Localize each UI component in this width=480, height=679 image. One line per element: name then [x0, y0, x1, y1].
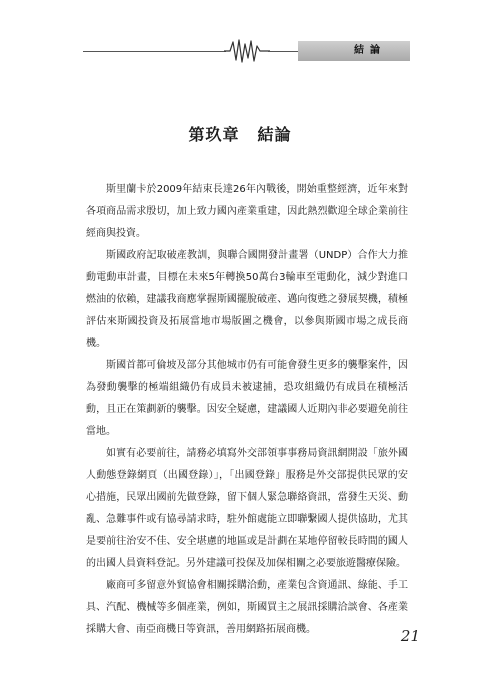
- page-number: 21: [400, 627, 420, 645]
- running-header: [0, 0, 480, 70]
- section-tab: 結論: [298, 41, 410, 61]
- paragraph: 廠商可多留意外貿協會相關採購洽動，產業包含資通訊、綠能、手工具、汽配、機械等多個產業，例如，斯國買主之展訊採購洽談會、各產業採購大會、南亞商機日等資訊，善用網路拓展商機。: [86, 580, 408, 635]
- heartbeat-wave-icon: [224, 38, 270, 64]
- chapter-number: 第玖章: [188, 125, 240, 144]
- chapter-title: [0, 122, 480, 145]
- paragraph: 如實有必要前往，請務必填寫外交部領事事務局資訊網開設「旅外國人動態登錄網頁（出國登錄）」，「出國登錄」服務是外交部提供民眾的安心措施，民眾出國前先做登錄，留下個人緊急聯絡資訊，當發生天災、動亂、急難事件或有協尋請求時，駐外館處能立即聯繫國人提供協助，尤其是要前往治安不佳、安全堪慮的地區或是計劃在某地停留較長時間的國人的出國人員資料登記。另外建議可投保及加保相關之必要旅遊醫療保險。: [86, 448, 408, 569]
- body-text: [86, 179, 408, 641]
- header-rule-left: [83, 51, 226, 52]
- paragraph: 斯里蘭卡於2009年結束長達26年內戰後，開始重整經濟，近年來對各項商品需求殷切，加上致力國內產業重建，因此熱烈歡迎全球企業前往經商與投資。: [86, 184, 408, 239]
- header-rule-right: [268, 51, 298, 52]
- chapter-name: 結論: [257, 125, 292, 144]
- paragraph: 斯國首都可倫坡及部分其他城市仍有可能會發生更多的襲擊案件，因為發動襲擊的極端組織仍有成員未被逮捕，恐攻組織仍有成員在積極活動，且正在策劃新的襲擊。因安全疑慮，建議國人近期內非必要避免前往當地。: [86, 360, 408, 437]
- paragraph: 斯國政府記取破產教訓，與聯合國開發計畫署（UNDP）合作大力推動電動車計畫，目標在未來5年轉換50萬台3輪車至電動化，減少對進口燃油的依賴，建議我商應掌握斯國擺脫破產、邁向復甦之發展契機，積極評估來斯國投資及拓展當地市場版圖之機會，以參與斯國市場之成長商機。: [86, 250, 408, 349]
